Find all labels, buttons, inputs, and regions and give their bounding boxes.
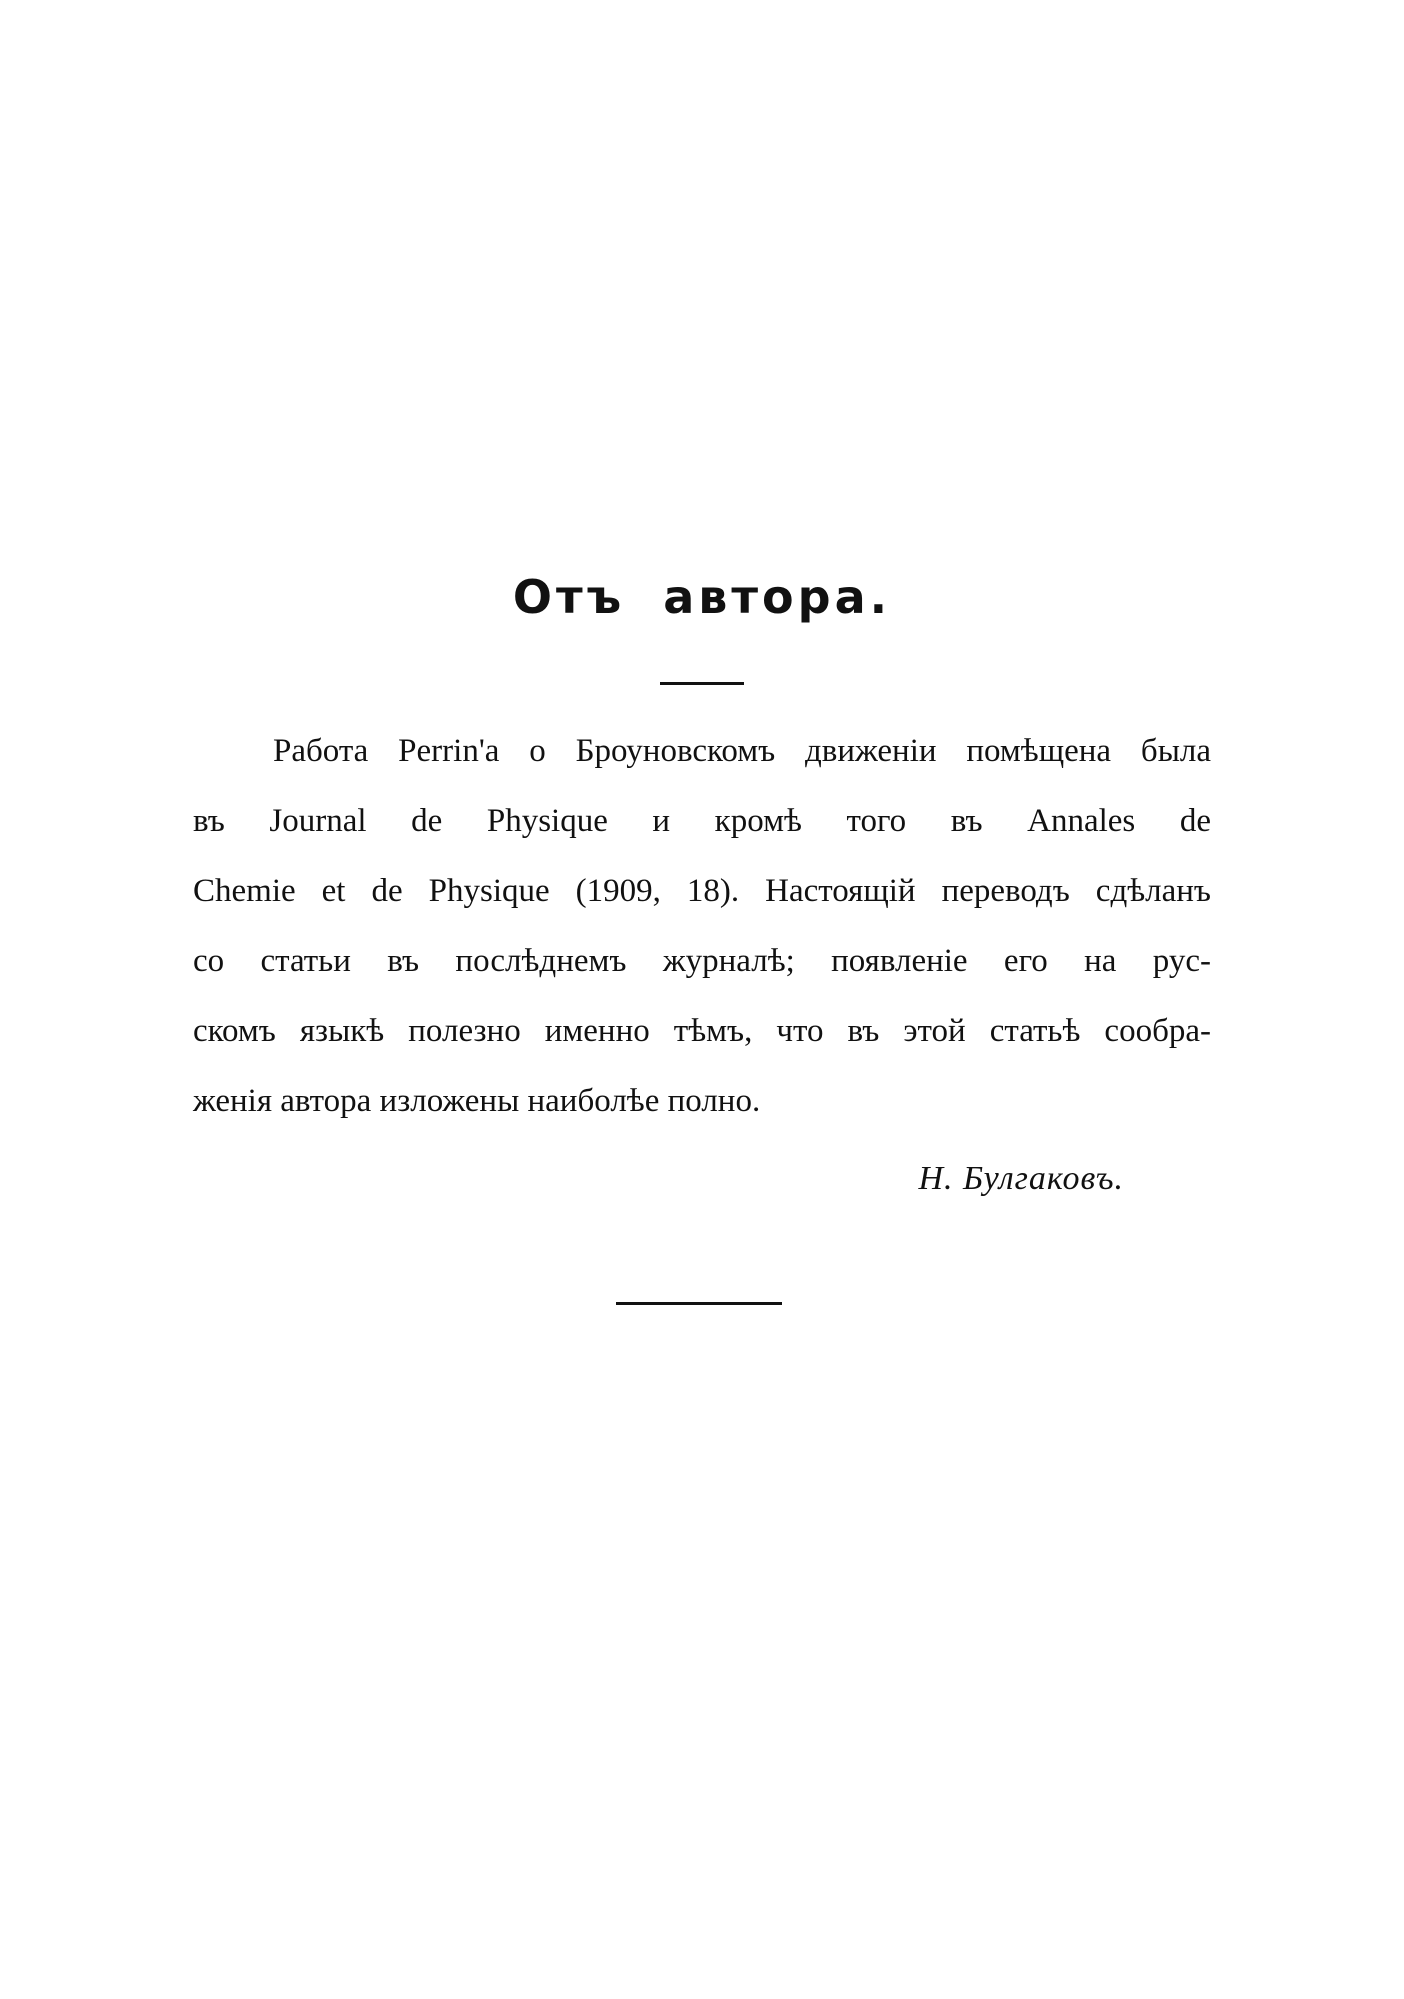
author-signature: Н. Булгаковъ. xyxy=(918,1160,1124,1197)
page-heading: Отъ автора. xyxy=(512,570,892,624)
paragraph-line: Chemie et de Physique (1909, 18). Настоящій переводъ сдѣланъ xyxy=(193,873,1211,909)
paragraph-line: со статьи въ послѣднемъ журналѣ; появленіе его на рус- xyxy=(193,943,1211,979)
closing-rule xyxy=(616,1302,782,1305)
paragraph-line: Работа Perrin'a о Броуновскомъ движеніи помѣщена была xyxy=(273,733,1211,769)
paragraph-line: скомъ языкѣ полезно именно тѣмъ, что въ этой статьѣ сообра- xyxy=(193,1013,1211,1049)
preface-paragraph xyxy=(193,716,1211,1136)
paragraph-line: женія автора изложены наиболѣе полно. xyxy=(193,1083,761,1119)
heading-rule xyxy=(660,682,744,685)
paragraph-line: въ Journal de Physique и кромѣ того въ Annales de xyxy=(193,803,1211,839)
